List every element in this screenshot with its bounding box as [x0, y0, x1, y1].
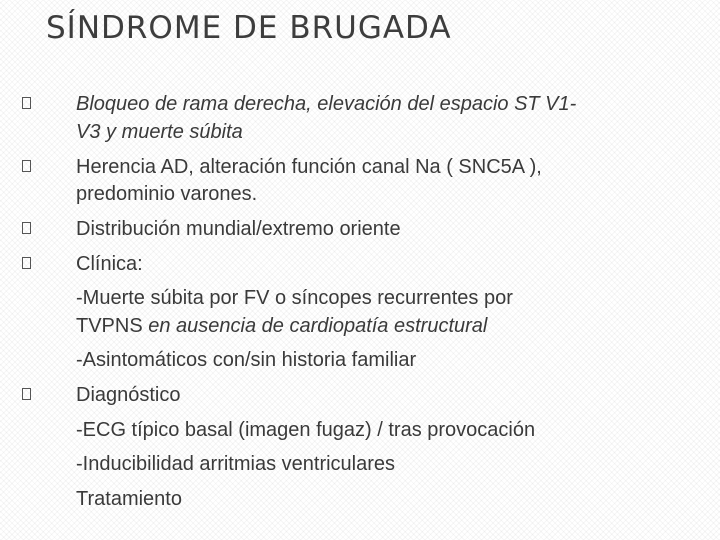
bullet-4-line-3: [76, 314, 487, 338]
bullet-4-line-4: -Asintomáticos con/sin historia familiar: [76, 349, 417, 371]
bullet-4-text-1: Clínica:: [76, 253, 143, 275]
empty-square-icon: [22, 388, 31, 400]
bullet-1-line-1: [76, 92, 576, 116]
empty-square-icon: [22, 222, 31, 234]
bullet-5-text-1: Diagnóstico: [76, 384, 181, 406]
bullet-4-text-3b: en ausencia de cardiopatía estructural: [148, 315, 488, 337]
bullet-5-line-2: -ECG típico basal (imagen fugaz) / tras provocación: [76, 419, 536, 441]
bullet-1-line-2: V3 y muerte súbita: [76, 121, 243, 143]
bullet-2-text-1: Herencia AD, alteración función canal Na ( SNC5A ),: [76, 156, 542, 178]
bullet-4-line-2: -Muerte súbita por FV o síncopes recurrentes por: [76, 287, 513, 309]
empty-square-icon: [22, 257, 31, 269]
bullet-2-line-2: predominio varones.: [76, 183, 258, 205]
bullet-4-text-3a: TVPNS: [76, 315, 149, 337]
bullet-1-text-1: Bloqueo de rama derecha, elevación del espacio ST V1-: [76, 93, 577, 115]
bullet-4-line-1: [76, 252, 143, 276]
empty-square-icon: [22, 160, 31, 172]
bullet-5-line-3: -Inducibilidad arritmias ventriculares: [76, 453, 396, 475]
bullet-5-line-1: [76, 383, 181, 407]
bullet-3-line-1: [76, 217, 401, 241]
bullet-2-line-1: [76, 155, 542, 179]
empty-square-icon: [22, 97, 31, 109]
bullet-3-text-1: Distribución mundial/extremo oriente: [76, 218, 401, 240]
slide-title: SÍNDROME DE BRUGADA: [46, 10, 452, 46]
bullet-5-line-4: Tratamiento: [76, 488, 182, 510]
